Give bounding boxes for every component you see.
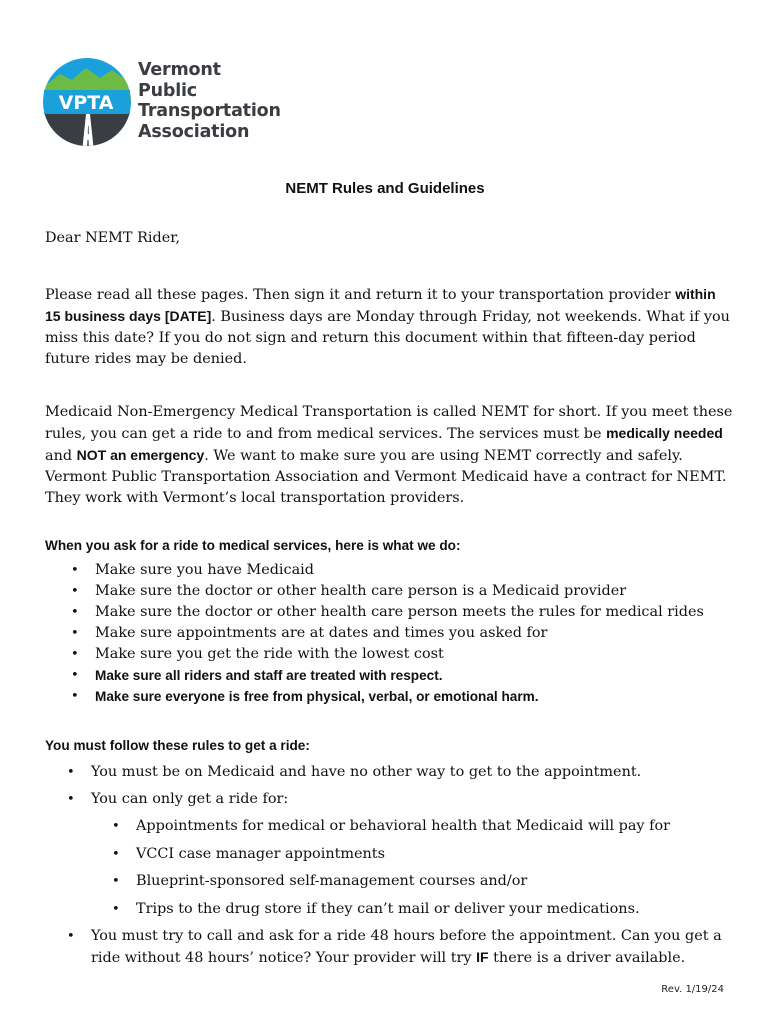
list-item: • Make sure you have Medicaid bbox=[71, 562, 314, 578]
rules-list-item-3 bbox=[45, 926, 735, 969]
list-item: • You must try to call and ask for a ride 48 hours before the appointment. Can you get a ride without 48 hours’ notice? Your provider will try IF there is a driver available. bbox=[67, 928, 722, 966]
list-item: • Make sure the doctor or other health care person is a Medicaid provider bbox=[71, 583, 627, 599]
section-heading-rules: You must follow these rules to get a ride: bbox=[45, 738, 310, 753]
logo-mark-text: VPTA bbox=[58, 92, 114, 114]
list-item: • Make sure the doctor or other health care person meets the rules for medical rides bbox=[71, 604, 704, 620]
list-item: • VCCI case manager appointments bbox=[112, 845, 385, 862]
list-item: • Trips to the drug store if they can’t mail or deliver your medications. bbox=[112, 900, 640, 917]
vpta-logo-mark bbox=[42, 52, 138, 152]
rules-list-item-1 bbox=[45, 762, 735, 783]
rules-list-item-2 bbox=[45, 789, 735, 810]
intro-paragraph: Please read all these pages. Then sign it and return it to your transportation provider within 15 business days [DATE]. Business days are Monday through Friday, not weekends. What if you miss this date? If you do not sign and return this document within that fifteen-day period future rides may be denied. bbox=[45, 286, 730, 367]
list-item: • You can only get a ride for: bbox=[67, 791, 289, 807]
list-item: • Make sure appointments are at dates and times you asked for bbox=[71, 625, 548, 641]
list-item: • Appointments for medical or behavioral health that Medicaid will pay for bbox=[112, 818, 671, 834]
what-we-do-list bbox=[45, 560, 735, 707]
ride-purpose-sublist bbox=[90, 816, 730, 926]
organization-name: Vermont Public Transportation Association bbox=[138, 60, 281, 142]
list-item: • Make sure everyone is free from physical, verbal, or emotional harm. bbox=[71, 689, 539, 704]
greeting: Dear NEMT Rider, bbox=[45, 230, 181, 246]
vpta-logo bbox=[42, 52, 282, 152]
nemt-description-paragraph: Medicaid Non-Emergency Medical Transportation is called NEMT for short. If you meet these rules, you can get a ride to and from medical services. The services must be medically needed and NOT an emergency. We want to make sure you are using NEMT correctly and safely. Vermont Public Transportation Association and Vermont Medicaid have a contract for NEMT. They work with Vermont’s local transportation providers. bbox=[45, 404, 733, 506]
list-item: • Make sure all riders and staff are treated with respect. bbox=[71, 668, 443, 683]
list-item: • Make sure you get the ride with the lowest cost bbox=[71, 646, 444, 662]
list-item: • Blueprint-sponsored self-management courses and/or bbox=[112, 873, 528, 889]
list-item: • You must be on Medicaid and have no other way to get to the appointment. bbox=[67, 764, 642, 780]
section-heading-what-we-do: When you ask for a ride to medical services, here is what we do: bbox=[45, 538, 461, 553]
revision-date: Rev. 1/19/24 bbox=[661, 984, 724, 995]
document-title: NEMT Rules and Guidelines bbox=[285, 180, 485, 197]
